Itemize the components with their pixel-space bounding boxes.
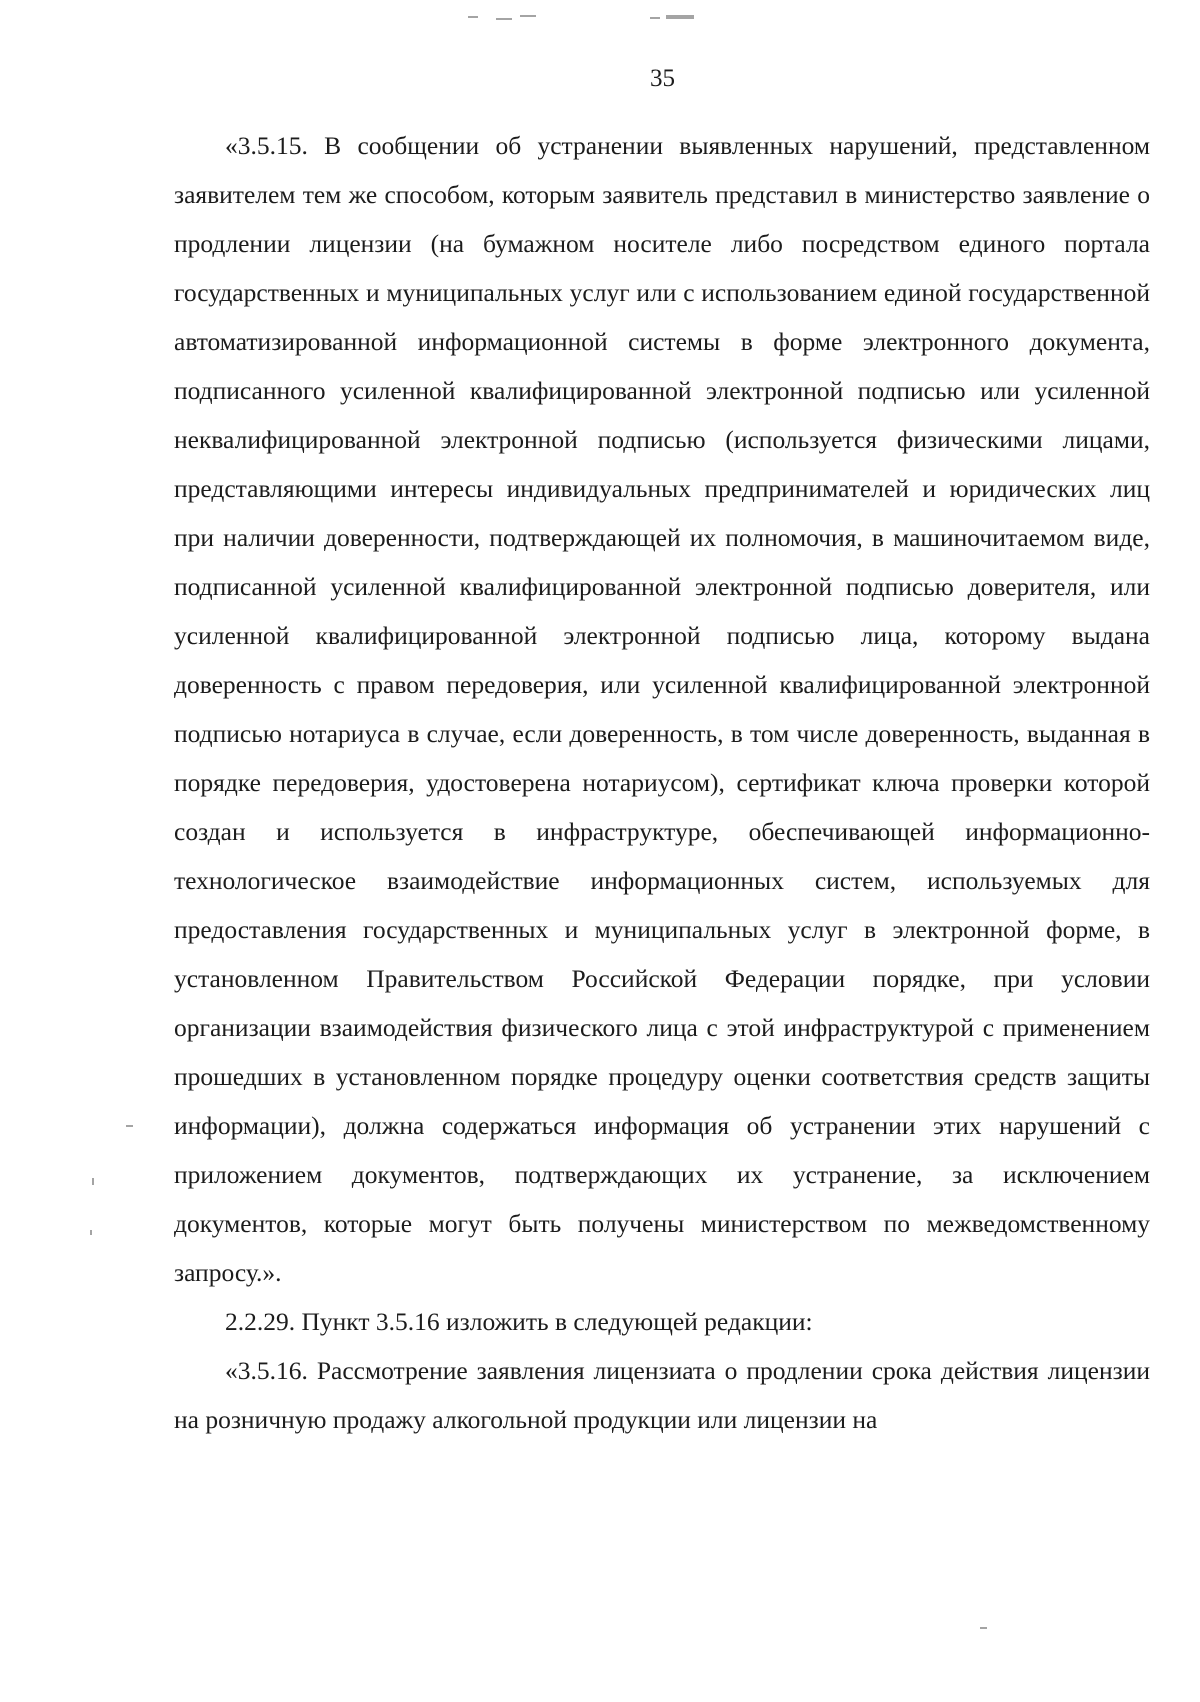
scan-mark (92, 1178, 94, 1185)
scan-mark (496, 18, 512, 20)
scan-mark (666, 15, 694, 19)
scan-mark (90, 1230, 92, 1235)
page-number: 35 (650, 65, 675, 92)
paragraph-2-2-29: 2.2.29. Пункт 3.5.16 изложить в следующей редакции: (225, 1307, 813, 1336)
scan-mark (520, 15, 536, 17)
scan-mark (980, 1627, 987, 1629)
document-body (174, 121, 1150, 1444)
paragraph-3-5-15: «3.5.15. В сообщении об устранении выявленных нарушений, представленном заявителем тем же способом, которым заявитель представил в министерство заявление о продлении лицензии (на бумажном носителе либо посредством единого портала государственных и муниципальных услуг или с использованием единой государственной автоматизированной информационной системы в форме электронного документа, подписанного усиленной квалифицированной электронной подписью или усиленной неквалифицированной электронной подписью (используется физическими лицами, представляющими интересы индивидуальных предпринимателей и юридических лиц при наличии доверенности, подтверждающей их полномочия, в машиночитаемом виде, подписанной усиленной квалифицированной электронной подписью доверителя, или усиленной квалифицированной электронной подписью лица, которому выдана доверенность с правом передоверия, или усиленной квалифицированной электронной подписью нотариуса в случае, если доверенность, в том числе доверенность, выданная в порядке передоверия, удостоверена нотариусом), сертификат ключа проверки которой создан и используется в инфраструктуре, обеспечивающей информационно-технологическое взаимодействие информационных систем, используемых для предоставления государственных и муниципальных услуг в электронной форме, в установленном Правительством Российской Федерации порядке, при условии организации взаимодействия физического лица с этой инфраструктурой с применением прошедших в установленном порядке процедуру оценки соответствия средств защиты информации), должна содержаться информация об устранении этих нарушений с приложением документов, подтверждающих их устранение, за исключением документов, которые могут быть получены министерством по межведомственному запросу.». (174, 131, 1150, 1287)
paragraph-3-5-16: «3.5.16. Рассмотрение заявления лицензиата о продлении срока действия лицензии на розничную продажу алкогольной продукции или лицензии на (174, 1356, 1150, 1434)
scan-mark (126, 1125, 133, 1127)
scan-mark (650, 17, 660, 19)
scan-mark (468, 16, 478, 18)
